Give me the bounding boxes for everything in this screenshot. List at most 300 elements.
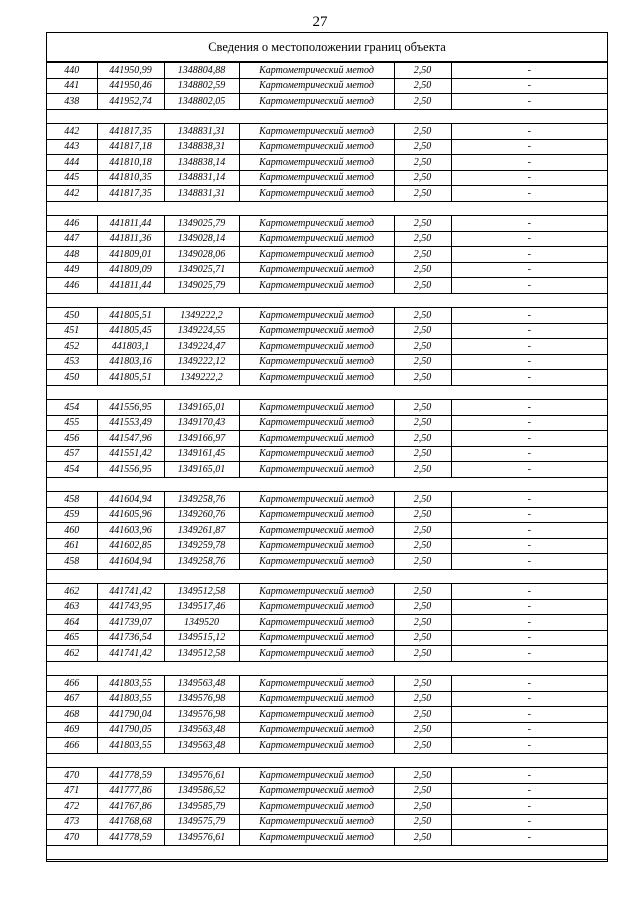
table-row: [47, 415, 607, 431]
table-row: [47, 370, 607, 386]
x-coordinate-cell: 441778,59: [97, 768, 164, 784]
group-separator-row: [47, 385, 607, 400]
y-coordinate-cell: 1349576,61: [164, 830, 239, 846]
x-coordinate-cell: 441805,51: [97, 370, 164, 386]
description-cell: -: [451, 783, 607, 799]
point-number-cell: 453: [47, 354, 97, 370]
method-cell: Картометрический метод: [239, 370, 394, 386]
accuracy-cell: 2,50: [394, 615, 451, 631]
method-cell: Картометрический метод: [239, 262, 394, 278]
table-row: [47, 78, 607, 94]
method-cell: Картометрический метод: [239, 63, 394, 79]
method-cell: Картометрический метод: [239, 247, 394, 263]
table-row: [47, 538, 607, 554]
point-number-cell: 446: [47, 278, 97, 294]
page-number: 27: [312, 14, 328, 30]
point-number-cell: 469: [47, 722, 97, 738]
x-coordinate-cell: 441741,42: [97, 646, 164, 662]
accuracy-cell: 2,50: [394, 768, 451, 784]
x-coordinate-cell: 441811,36: [97, 231, 164, 247]
x-coordinate-cell: 441803,55: [97, 738, 164, 754]
description-cell: -: [451, 400, 607, 416]
method-cell: Картометрический метод: [239, 830, 394, 846]
accuracy-cell: 2,50: [394, 170, 451, 186]
description-cell: -: [451, 691, 607, 707]
y-coordinate-cell: 1349512,58: [164, 646, 239, 662]
accuracy-cell: 2,50: [394, 247, 451, 263]
table-row: [47, 216, 607, 232]
x-coordinate-cell: 441768,68: [97, 814, 164, 830]
accuracy-cell: 2,50: [394, 354, 451, 370]
x-coordinate-cell: 441790,04: [97, 707, 164, 723]
method-cell: Картометрический метод: [239, 554, 394, 570]
y-coordinate-cell: 1349161,45: [164, 446, 239, 462]
table-row: [47, 783, 607, 799]
method-cell: Картометрический метод: [239, 186, 394, 202]
method-cell: Картометрический метод: [239, 462, 394, 478]
accuracy-cell: 2,50: [394, 523, 451, 539]
description-cell: -: [451, 554, 607, 570]
x-coordinate-cell: 441950,99: [97, 63, 164, 79]
group-separator-row: [47, 293, 607, 308]
y-coordinate-cell: 1349576,98: [164, 707, 239, 723]
table-row: [47, 186, 607, 202]
method-cell: Картометрический метод: [239, 278, 394, 294]
table-row: [47, 63, 607, 79]
method-cell: Картометрический метод: [239, 584, 394, 600]
accuracy-cell: 2,50: [394, 783, 451, 799]
description-cell: -: [451, 523, 607, 539]
point-number-cell: 446: [47, 216, 97, 232]
method-cell: Картометрический метод: [239, 630, 394, 646]
method-cell: Картометрический метод: [239, 231, 394, 247]
table-row: [47, 523, 607, 539]
point-number-cell: 466: [47, 738, 97, 754]
accuracy-cell: 2,50: [394, 339, 451, 355]
accuracy-cell: 2,50: [394, 186, 451, 202]
description-cell: -: [451, 584, 607, 600]
point-number-cell: 454: [47, 400, 97, 416]
y-coordinate-cell: 1349515,12: [164, 630, 239, 646]
accuracy-cell: 2,50: [394, 323, 451, 339]
table-row: [47, 768, 607, 784]
method-cell: Картометрический метод: [239, 799, 394, 815]
y-coordinate-cell: 1349563,48: [164, 738, 239, 754]
group-separator-row: [47, 753, 607, 768]
y-coordinate-cell: 1349563,48: [164, 722, 239, 738]
description-cell: -: [451, 308, 607, 324]
method-cell: Картометрический метод: [239, 446, 394, 462]
y-coordinate-cell: 1348802,59: [164, 78, 239, 94]
y-coordinate-cell: 1349170,43: [164, 415, 239, 431]
point-number-cell: 442: [47, 186, 97, 202]
separator-cell: [47, 109, 607, 124]
group-separator-row: [47, 661, 607, 676]
table-row: [47, 155, 607, 171]
point-number-cell: 441: [47, 78, 97, 94]
point-number-cell: 454: [47, 462, 97, 478]
table-row: [47, 707, 607, 723]
point-number-cell: 451: [47, 323, 97, 339]
x-coordinate-cell: 441739,07: [97, 615, 164, 631]
table-row: [47, 584, 607, 600]
accuracy-cell: 2,50: [394, 370, 451, 386]
description-cell: -: [451, 646, 607, 662]
y-coordinate-cell: 1349222,2: [164, 370, 239, 386]
point-number-cell: 456: [47, 431, 97, 447]
accuracy-cell: 2,50: [394, 722, 451, 738]
table-row: [47, 646, 607, 662]
y-coordinate-cell: 1349025,79: [164, 278, 239, 294]
accuracy-cell: 2,50: [394, 446, 451, 462]
separator-cell: [47, 753, 607, 768]
description-cell: -: [451, 830, 607, 846]
accuracy-cell: 2,50: [394, 262, 451, 278]
x-coordinate-cell: 441809,09: [97, 262, 164, 278]
x-coordinate-cell: 441556,95: [97, 462, 164, 478]
accuracy-cell: 2,50: [394, 538, 451, 554]
x-coordinate-cell: 441603,96: [97, 523, 164, 539]
x-coordinate-cell: 441950,46: [97, 78, 164, 94]
method-cell: Картометрический метод: [239, 738, 394, 754]
accuracy-cell: 2,50: [394, 139, 451, 155]
point-number-cell: 461: [47, 538, 97, 554]
point-number-cell: 470: [47, 830, 97, 846]
table-row: [47, 799, 607, 815]
description-cell: -: [451, 462, 607, 478]
description-cell: -: [451, 799, 607, 815]
method-cell: Картометрический метод: [239, 691, 394, 707]
point-number-cell: 450: [47, 370, 97, 386]
point-number-cell: 468: [47, 707, 97, 723]
accuracy-cell: 2,50: [394, 507, 451, 523]
description-cell: -: [451, 722, 607, 738]
table-row: [47, 94, 607, 110]
accuracy-cell: 2,50: [394, 814, 451, 830]
point-number-cell: 447: [47, 231, 97, 247]
point-number-cell: 465: [47, 630, 97, 646]
point-number-cell: 457: [47, 446, 97, 462]
description-cell: -: [451, 139, 607, 155]
accuracy-cell: 2,50: [394, 799, 451, 815]
point-number-cell: 463: [47, 599, 97, 615]
method-cell: Картометрический метод: [239, 339, 394, 355]
table-row: [47, 814, 607, 830]
y-coordinate-cell: 1349517,46: [164, 599, 239, 615]
y-coordinate-cell: 1349224,47: [164, 339, 239, 355]
method-cell: Картометрический метод: [239, 646, 394, 662]
table-row: [47, 507, 607, 523]
point-number-cell: 438: [47, 94, 97, 110]
point-number-cell: 467: [47, 691, 97, 707]
description-cell: -: [451, 415, 607, 431]
y-coordinate-cell: 1349576,61: [164, 768, 239, 784]
y-coordinate-cell: 1348804,88: [164, 63, 239, 79]
point-number-cell: 464: [47, 615, 97, 631]
y-coordinate-cell: 1348831,14: [164, 170, 239, 186]
description-cell: -: [451, 707, 607, 723]
method-cell: Картометрический метод: [239, 676, 394, 692]
x-coordinate-cell: 441817,35: [97, 186, 164, 202]
table-row: [47, 278, 607, 294]
description-cell: -: [451, 323, 607, 339]
accuracy-cell: 2,50: [394, 830, 451, 846]
method-cell: Картометрический метод: [239, 354, 394, 370]
separator-cell: [47, 201, 607, 216]
description-cell: -: [451, 247, 607, 263]
accuracy-cell: 2,50: [394, 155, 451, 171]
description-cell: -: [451, 354, 607, 370]
method-cell: Картометрический метод: [239, 768, 394, 784]
point-number-cell: 462: [47, 584, 97, 600]
accuracy-cell: 2,50: [394, 308, 451, 324]
y-coordinate-cell: 1349165,01: [164, 400, 239, 416]
table-row: [47, 554, 607, 570]
x-coordinate-cell: 441743,95: [97, 599, 164, 615]
x-coordinate-cell: 441803,16: [97, 354, 164, 370]
accuracy-cell: 2,50: [394, 584, 451, 600]
point-number-cell: 471: [47, 783, 97, 799]
y-coordinate-cell: 1349166,97: [164, 431, 239, 447]
description-cell: -: [451, 492, 607, 508]
method-cell: Картометрический метод: [239, 599, 394, 615]
method-cell: Картометрический метод: [239, 323, 394, 339]
y-coordinate-cell: 1348802,05: [164, 94, 239, 110]
table-row: [47, 431, 607, 447]
x-coordinate-cell: 441810,35: [97, 170, 164, 186]
x-coordinate-cell: 441952,74: [97, 94, 164, 110]
y-coordinate-cell: 1348831,31: [164, 124, 239, 140]
description-cell: -: [451, 507, 607, 523]
description-cell: -: [451, 63, 607, 79]
x-coordinate-cell: 441777,86: [97, 783, 164, 799]
x-coordinate-cell: 441790,05: [97, 722, 164, 738]
y-coordinate-cell: 1349586,52: [164, 783, 239, 799]
y-coordinate-cell: 1348838,31: [164, 139, 239, 155]
method-cell: Картометрический метод: [239, 139, 394, 155]
description-cell: -: [451, 94, 607, 110]
x-coordinate-cell: 441803,55: [97, 691, 164, 707]
point-number-cell: 448: [47, 247, 97, 263]
point-number-cell: 450: [47, 308, 97, 324]
accuracy-cell: 2,50: [394, 94, 451, 110]
y-coordinate-cell: 1349222,12: [164, 354, 239, 370]
y-coordinate-cell: 1349258,76: [164, 492, 239, 508]
x-coordinate-cell: 441805,45: [97, 323, 164, 339]
method-cell: Картометрический метод: [239, 155, 394, 171]
point-number-cell: 459: [47, 507, 97, 523]
table-row: [47, 492, 607, 508]
accuracy-cell: 2,50: [394, 738, 451, 754]
table-row: [47, 400, 607, 416]
accuracy-cell: 2,50: [394, 492, 451, 508]
y-coordinate-cell: 1349576,98: [164, 691, 239, 707]
table-row: [47, 722, 607, 738]
description-cell: -: [451, 768, 607, 784]
accuracy-cell: 2,50: [394, 691, 451, 707]
point-number-cell: 458: [47, 554, 97, 570]
accuracy-cell: 2,50: [394, 630, 451, 646]
point-number-cell: 473: [47, 814, 97, 830]
x-coordinate-cell: 441605,96: [97, 507, 164, 523]
table-row: [47, 462, 607, 478]
accuracy-cell: 2,50: [394, 676, 451, 692]
separator-cell: [47, 845, 607, 860]
y-coordinate-cell: 1349512,58: [164, 584, 239, 600]
table-row: [47, 339, 607, 355]
description-cell: -: [451, 231, 607, 247]
x-coordinate-cell: 441810,18: [97, 155, 164, 171]
point-number-cell: 444: [47, 155, 97, 171]
y-coordinate-cell: 1349563,48: [164, 676, 239, 692]
y-coordinate-cell: 1349260,76: [164, 507, 239, 523]
x-coordinate-cell: 441803,55: [97, 676, 164, 692]
boundary-table-frame: [46, 32, 608, 862]
y-coordinate-cell: 1349224,55: [164, 323, 239, 339]
y-coordinate-cell: 1348831,31: [164, 186, 239, 202]
table-row: [47, 630, 607, 646]
point-number-cell: 452: [47, 339, 97, 355]
group-separator-row: [47, 477, 607, 492]
method-cell: Картометрический метод: [239, 431, 394, 447]
separator-cell: [47, 293, 607, 308]
accuracy-cell: 2,50: [394, 431, 451, 447]
point-number-cell: 462: [47, 646, 97, 662]
description-cell: -: [451, 814, 607, 830]
table-row: [47, 247, 607, 263]
y-coordinate-cell: 1349025,71: [164, 262, 239, 278]
method-cell: Картометрический метод: [239, 94, 394, 110]
table-title: Сведения о местоположении границ объекта: [47, 33, 607, 62]
description-cell: -: [451, 630, 607, 646]
x-coordinate-cell: 441805,51: [97, 308, 164, 324]
method-cell: Картометрический метод: [239, 707, 394, 723]
accuracy-cell: 2,50: [394, 231, 451, 247]
x-coordinate-cell: 441604,94: [97, 492, 164, 508]
boundary-table: [47, 62, 607, 860]
y-coordinate-cell: 1349028,14: [164, 231, 239, 247]
description-cell: -: [451, 155, 607, 171]
point-number-cell: 460: [47, 523, 97, 539]
x-coordinate-cell: 441817,35: [97, 124, 164, 140]
group-separator-row: [47, 569, 607, 584]
description-cell: -: [451, 738, 607, 754]
description-cell: -: [451, 262, 607, 278]
table-row: [47, 354, 607, 370]
y-coordinate-cell: 1349165,01: [164, 462, 239, 478]
method-cell: Картометрический метод: [239, 492, 394, 508]
table-body: [47, 63, 607, 860]
x-coordinate-cell: 441811,44: [97, 216, 164, 232]
table-row: [47, 738, 607, 754]
separator-cell: [47, 569, 607, 584]
x-coordinate-cell: 441602,85: [97, 538, 164, 554]
table-row: [47, 691, 607, 707]
y-coordinate-cell: 1349258,76: [164, 554, 239, 570]
x-coordinate-cell: 441803,1: [97, 339, 164, 355]
x-coordinate-cell: 441811,44: [97, 278, 164, 294]
point-number-cell: 449: [47, 262, 97, 278]
accuracy-cell: 2,50: [394, 599, 451, 615]
method-cell: Картометрический метод: [239, 400, 394, 416]
point-number-cell: 466: [47, 676, 97, 692]
description-cell: -: [451, 615, 607, 631]
method-cell: Картометрический метод: [239, 523, 394, 539]
point-number-cell: 442: [47, 124, 97, 140]
method-cell: Картометрический метод: [239, 78, 394, 94]
description-cell: -: [451, 170, 607, 186]
point-number-cell: 458: [47, 492, 97, 508]
method-cell: Картометрический метод: [239, 308, 394, 324]
group-separator-row: [47, 109, 607, 124]
method-cell: Картометрический метод: [239, 615, 394, 631]
method-cell: Картометрический метод: [239, 507, 394, 523]
accuracy-cell: 2,50: [394, 400, 451, 416]
x-coordinate-cell: 441736,54: [97, 630, 164, 646]
x-coordinate-cell: 441741,42: [97, 584, 164, 600]
description-cell: -: [451, 78, 607, 94]
table-row: [47, 124, 607, 140]
table-row: [47, 139, 607, 155]
description-cell: -: [451, 446, 607, 462]
description-cell: -: [451, 216, 607, 232]
accuracy-cell: 2,50: [394, 554, 451, 570]
table-row: [47, 262, 607, 278]
separator-cell: [47, 385, 607, 400]
method-cell: Картометрический метод: [239, 216, 394, 232]
table-row: [47, 446, 607, 462]
x-coordinate-cell: 441604,94: [97, 554, 164, 570]
accuracy-cell: 2,50: [394, 63, 451, 79]
table-row: [47, 323, 607, 339]
accuracy-cell: 2,50: [394, 278, 451, 294]
table-row: [47, 308, 607, 324]
y-coordinate-cell: 1349585,79: [164, 799, 239, 815]
accuracy-cell: 2,50: [394, 78, 451, 94]
table-row: [47, 676, 607, 692]
point-number-cell: 472: [47, 799, 97, 815]
group-separator-row: [47, 201, 607, 216]
x-coordinate-cell: 441551,42: [97, 446, 164, 462]
accuracy-cell: 2,50: [394, 462, 451, 478]
description-cell: -: [451, 278, 607, 294]
description-cell: -: [451, 676, 607, 692]
method-cell: Картометрический метод: [239, 415, 394, 431]
y-coordinate-cell: 1349028,06: [164, 247, 239, 263]
table-row: [47, 830, 607, 846]
method-cell: Картометрический метод: [239, 814, 394, 830]
accuracy-cell: 2,50: [394, 646, 451, 662]
table-row: [47, 599, 607, 615]
description-cell: -: [451, 431, 607, 447]
method-cell: Картометрический метод: [239, 722, 394, 738]
x-coordinate-cell: 441553,49: [97, 415, 164, 431]
y-coordinate-cell: 1349025,79: [164, 216, 239, 232]
method-cell: Картометрический метод: [239, 170, 394, 186]
point-number-cell: 470: [47, 768, 97, 784]
method-cell: Картометрический метод: [239, 538, 394, 554]
y-coordinate-cell: 1349520: [164, 615, 239, 631]
accuracy-cell: 2,50: [394, 216, 451, 232]
table-row: [47, 615, 607, 631]
x-coordinate-cell: 441556,95: [97, 400, 164, 416]
accuracy-cell: 2,50: [394, 707, 451, 723]
description-cell: -: [451, 370, 607, 386]
accuracy-cell: 2,50: [394, 415, 451, 431]
separator-cell: [47, 477, 607, 492]
group-separator-row: [47, 845, 607, 860]
description-cell: -: [451, 538, 607, 554]
